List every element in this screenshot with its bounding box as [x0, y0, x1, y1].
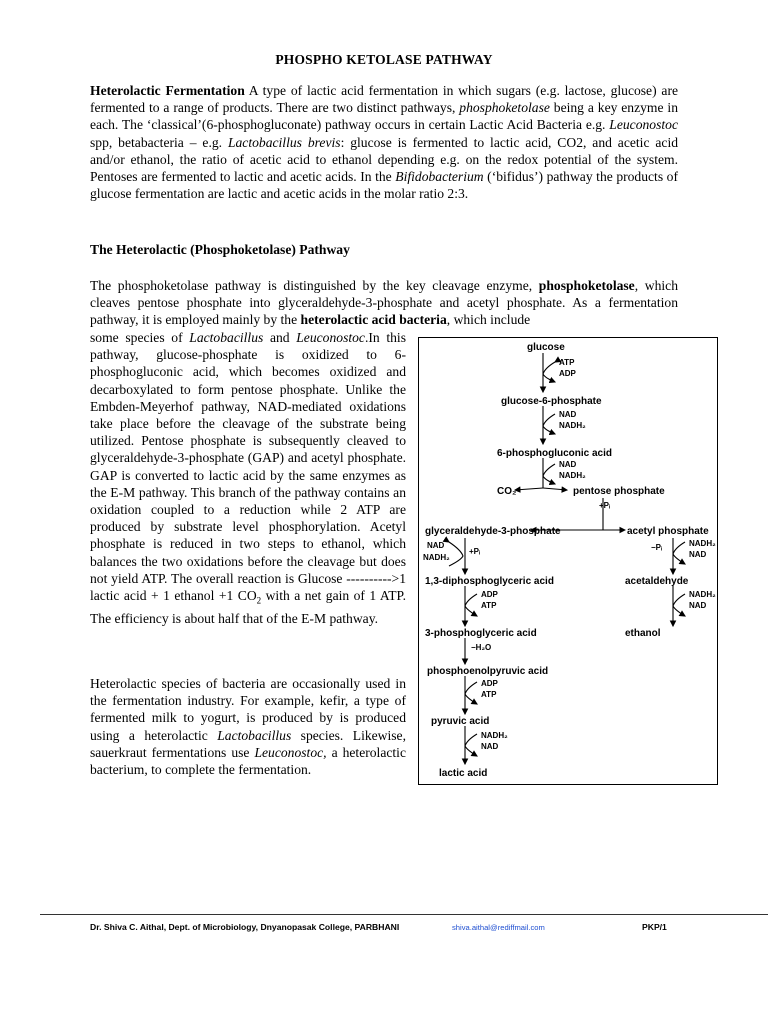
- col2-text-2: species. Likewise, sauerkraut fermentations use: [90, 727, 406, 760]
- node-acetaldehyde: acetaldehyde: [625, 576, 689, 587]
- label-pi-2: +Pᵢ: [469, 547, 481, 556]
- node-pentose: pentose phosphate: [573, 486, 665, 497]
- col1-text-4: with a net gain of 1 ATP. The efficiency is about half that of the E-M pathway.: [90, 588, 406, 626]
- p2-bold-2: heterolactic acid bacteria: [300, 312, 447, 328]
- label-nad-1: NAD: [559, 410, 577, 419]
- intro-text-3: spp, betabacteria – e.g.: [90, 134, 228, 150]
- label-nadh2-1: NADH₂: [559, 421, 586, 430]
- intro-text-2: being a key enzyme in each. The ‘classical’(6-phosphogluconate) pathway occurs in certain Lactic Acid Bacteria e.g.: [90, 100, 678, 133]
- label-adp-3: ADP: [481, 679, 498, 688]
- footer-divider: [40, 914, 768, 915]
- label-nad-4: NAD: [689, 550, 707, 559]
- intro-text-4: : glucose is fermented to lactic acid, CO2, and acetic acid and/or ethanol, the ratio of acetic acid to ethanol depending e.g. on the redox potential of the system. Pentoses are fermented to lactic and acetic acids. In the: [90, 134, 679, 185]
- pathway-diagram: [418, 337, 718, 785]
- footer-page-number: PKP/1: [642, 922, 667, 932]
- label-nadh2-4: NADH₂: [689, 539, 716, 548]
- intro-leuconostoc: Leuconostoc: [609, 117, 678, 133]
- col2-italic-1: Lactobacillus: [217, 727, 292, 743]
- col1-italic-2: Leuconostoc: [296, 330, 365, 345]
- col1-italic-1: Lactobacillus: [189, 330, 264, 345]
- node-gap: glyceraldehyde-3-phosphate: [425, 526, 561, 537]
- col1-text-1: some species of: [90, 330, 190, 345]
- label-minuspi: −Pᵢ: [651, 543, 663, 552]
- label-h2o: −H₂O: [471, 643, 492, 652]
- footer-email-link[interactable]: shiva.aithal@rediffmail.com: [452, 923, 545, 932]
- intro-lbrevis: Lactobacillus brevis: [227, 134, 341, 150]
- label-nadh2-3: NADH₂: [423, 553, 450, 562]
- label-nad-5: NAD: [689, 601, 707, 610]
- node-3pg: 3-phosphoglyceric acid: [425, 628, 537, 639]
- intro-phosphoketolase: phosphoketolase: [459, 100, 550, 116]
- col1-sub: 2: [256, 595, 262, 606]
- label-adp-1: ADP: [559, 369, 576, 378]
- label-nad-6: NAD: [481, 742, 499, 751]
- label-nad-3: NAD: [427, 541, 445, 550]
- intro-text-5: (‘bifidus’) pathway the products of glucose fermentation are lactic and acetic acids in the molar ratio 2:3.: [90, 169, 678, 202]
- col2-text-3: a heterolactic bacterium, to complete the fermentation.: [90, 744, 406, 778]
- node-pep: phosphoenolpyruvic acid: [427, 666, 549, 677]
- p2-bold-1: phosphoketolase: [538, 278, 635, 293]
- label-adp-2: ADP: [481, 590, 498, 599]
- node-lactic: lactic acid: [439, 768, 488, 779]
- node-6pg: 6-phosphogluconic acid: [497, 448, 613, 459]
- footer: [90, 922, 710, 936]
- node-ethanol: ethanol: [625, 628, 661, 639]
- p2-text-1: The phosphoketolase pathway is distinguished by the key cleavage enzyme,: [90, 278, 539, 293]
- node-acetylp: acetyl phosphate: [627, 526, 709, 537]
- node-bpg: 1,3-diphosphoglyceric acid: [425, 576, 554, 587]
- label-pi-1: +Pᵢ: [599, 501, 611, 510]
- col2-italic-2: Leuconostoc,: [254, 744, 327, 760]
- label-atp-1: ATP: [559, 358, 575, 367]
- col1-text-2: and: [263, 330, 297, 345]
- intro-text-1: A type of lactic acid fermentation in which sugars (e.g. lactose, glucose) are fermented to a range of products. There are two distinct pathways,: [90, 83, 678, 116]
- node-co2: CO₂: [497, 486, 517, 497]
- page-title: PHOSPHO KETOLASE PATHWAY: [275, 52, 493, 67]
- node-pyruvic: pyruvic acid: [431, 716, 490, 727]
- col2-text-1: Heterolactic species of bacteria are occasionally used in the fermentation industry. For example, kefir, a type of fermented milk to yogurt, is produced by is produced using a heterolactic: [90, 676, 406, 743]
- label-nadh2-5: NADH₂: [689, 590, 716, 599]
- intro-lead: Heterolactic Fermentation: [90, 83, 245, 98]
- col1-text-3: .In this pathway, glucose-phosphate is oxidized to 6-phosphogluconic acid, which becomes oxidized and decarboxylated to form pentose phosphate. Unlike the Embden-Meyerhof pathway, NAD-mediated oxidations take place before the cleavage of the substrate being utilized. Pentose phosphate is subsequently cleaved to glyceraldehyde-3-phosphate (GAP) and acetyl phosphate. GAP is converted to lactic acid by the same enzymes as the E-M pathway. This branch of the pathway contains an oxidation coupled to a reduction while 2 ATP are produced by substrate level phosphorylation. Acetyl phosphate is reduced in two steps to ethanol, which balances the two oxidations before the cleavage but does not yield ATP. The overall reaction is Glucose ---------->1 lactic acid + 1 ethanol +1 CO: [90, 330, 406, 604]
- section-heading: The Heterolactic (Phosphoketolase) Pathway: [90, 242, 350, 257]
- intro-bifido: Bifidobacterium: [395, 169, 484, 185]
- p2-text-2: , which cleaves pentose phosphate into glyceraldehyde-3-phosphate and acetyl phosphate. As a fermentation pathway, it is employed mainly by the: [90, 278, 678, 328]
- node-glucose: glucose: [527, 342, 565, 353]
- pathway-paragraph: [90, 277, 678, 329]
- node-g6p: glucose-6-phosphate: [501, 396, 602, 407]
- industry-paragraph: [90, 675, 406, 778]
- footer-author: Dr. Shiva C. Aithal, Dept. of Microbiology, Dnyanopasak College, PARBHANI: [90, 922, 400, 932]
- label-atp-2: ATP: [481, 601, 497, 610]
- p2-text-3: , which include: [446, 312, 531, 328]
- label-nadh2-2: NADH₂: [559, 471, 586, 480]
- label-nadh2-6: NADH₂: [481, 731, 508, 740]
- label-nad-2: NAD: [559, 460, 577, 469]
- label-atp-3: ATP: [481, 690, 497, 699]
- intro-paragraph: [90, 82, 678, 202]
- pathway-column-text: [90, 329, 406, 627]
